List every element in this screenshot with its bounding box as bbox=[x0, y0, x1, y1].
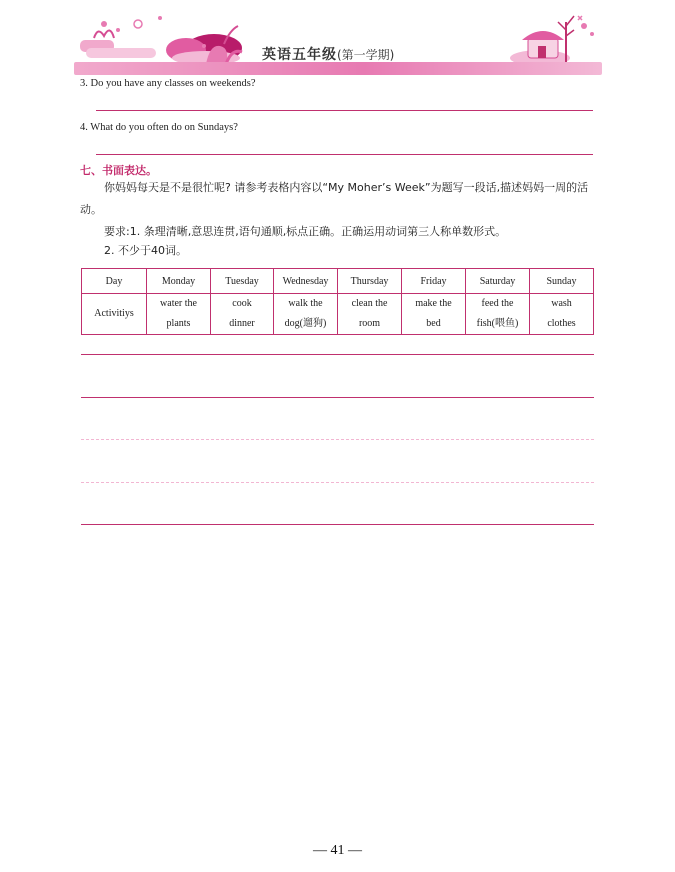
day-cell: Monday bbox=[147, 269, 211, 294]
activity-line: dog(遛狗) bbox=[284, 318, 327, 329]
table-row-activities bbox=[82, 294, 594, 335]
activity-line: walk the bbox=[288, 298, 323, 309]
activity-line: wash bbox=[551, 298, 572, 309]
day-cell: Tuesday bbox=[211, 269, 274, 294]
writing-line[interactable] bbox=[81, 439, 594, 440]
activity-cell bbox=[402, 294, 466, 335]
activity-line: make the bbox=[415, 298, 452, 309]
activity-line: plants bbox=[166, 318, 191, 329]
activity-line: bed bbox=[426, 318, 441, 329]
day-cell: Wednesday bbox=[274, 269, 338, 294]
activity-line: dinner bbox=[229, 318, 255, 329]
activity-line: feed the bbox=[481, 298, 514, 309]
requirement-2: 2. 不少于40词。 bbox=[104, 244, 187, 257]
row-label-activities: Activitiys bbox=[82, 294, 147, 335]
answer-line-4[interactable] bbox=[96, 154, 593, 155]
writing-line[interactable] bbox=[81, 397, 594, 398]
book-title-text: 英语五年级 bbox=[262, 47, 337, 63]
row-label-day: Day bbox=[82, 269, 147, 294]
day-cell: Saturday bbox=[466, 269, 530, 294]
page-number: — 41 — bbox=[313, 843, 362, 858]
book-title bbox=[262, 44, 394, 64]
question-3: 3. Do you have any classes on weekends? bbox=[80, 78, 256, 89]
answer-line-3[interactable] bbox=[96, 110, 593, 111]
activity-line: room bbox=[358, 318, 381, 329]
header-decoration-right bbox=[500, 10, 604, 66]
activity-cell bbox=[274, 294, 338, 335]
writing-line[interactable] bbox=[81, 482, 594, 483]
writing-line[interactable] bbox=[81, 524, 594, 525]
activity-cell bbox=[338, 294, 402, 335]
activity-line: clothes bbox=[547, 318, 576, 329]
section-heading: 七、书面表达。 bbox=[80, 164, 157, 177]
activity-line: water the bbox=[160, 298, 197, 309]
section-prompt: 你妈妈每天是不是很忙呢? 请参考表格内容以“My Moher’s Week”为题写一段话,描述妈妈一周的活动。 bbox=[80, 181, 589, 216]
weekly-activities-table bbox=[81, 268, 594, 335]
table-row-days bbox=[82, 269, 594, 294]
activity-line: clean the bbox=[351, 298, 388, 309]
day-cell: Sunday bbox=[530, 269, 594, 294]
book-subtitle: (第一学期) bbox=[337, 48, 395, 62]
activity-cell bbox=[466, 294, 530, 335]
activity-cell bbox=[147, 294, 211, 335]
activity-cell bbox=[530, 294, 594, 335]
day-cell: Friday bbox=[402, 269, 466, 294]
day-cell: Thursday bbox=[338, 269, 402, 294]
activity-line: fish(喂鱼) bbox=[476, 318, 519, 329]
activity-line: cook bbox=[232, 298, 252, 309]
activity-cell bbox=[211, 294, 274, 335]
requirement-1: 要求:1. 条理清晰,意思连贯,语句通顺,标点正确。正确运用动词第三人称单数形式。 bbox=[104, 225, 507, 238]
question-4: 4. What do you often do on Sundays? bbox=[80, 122, 238, 133]
writing-line[interactable] bbox=[81, 354, 594, 355]
